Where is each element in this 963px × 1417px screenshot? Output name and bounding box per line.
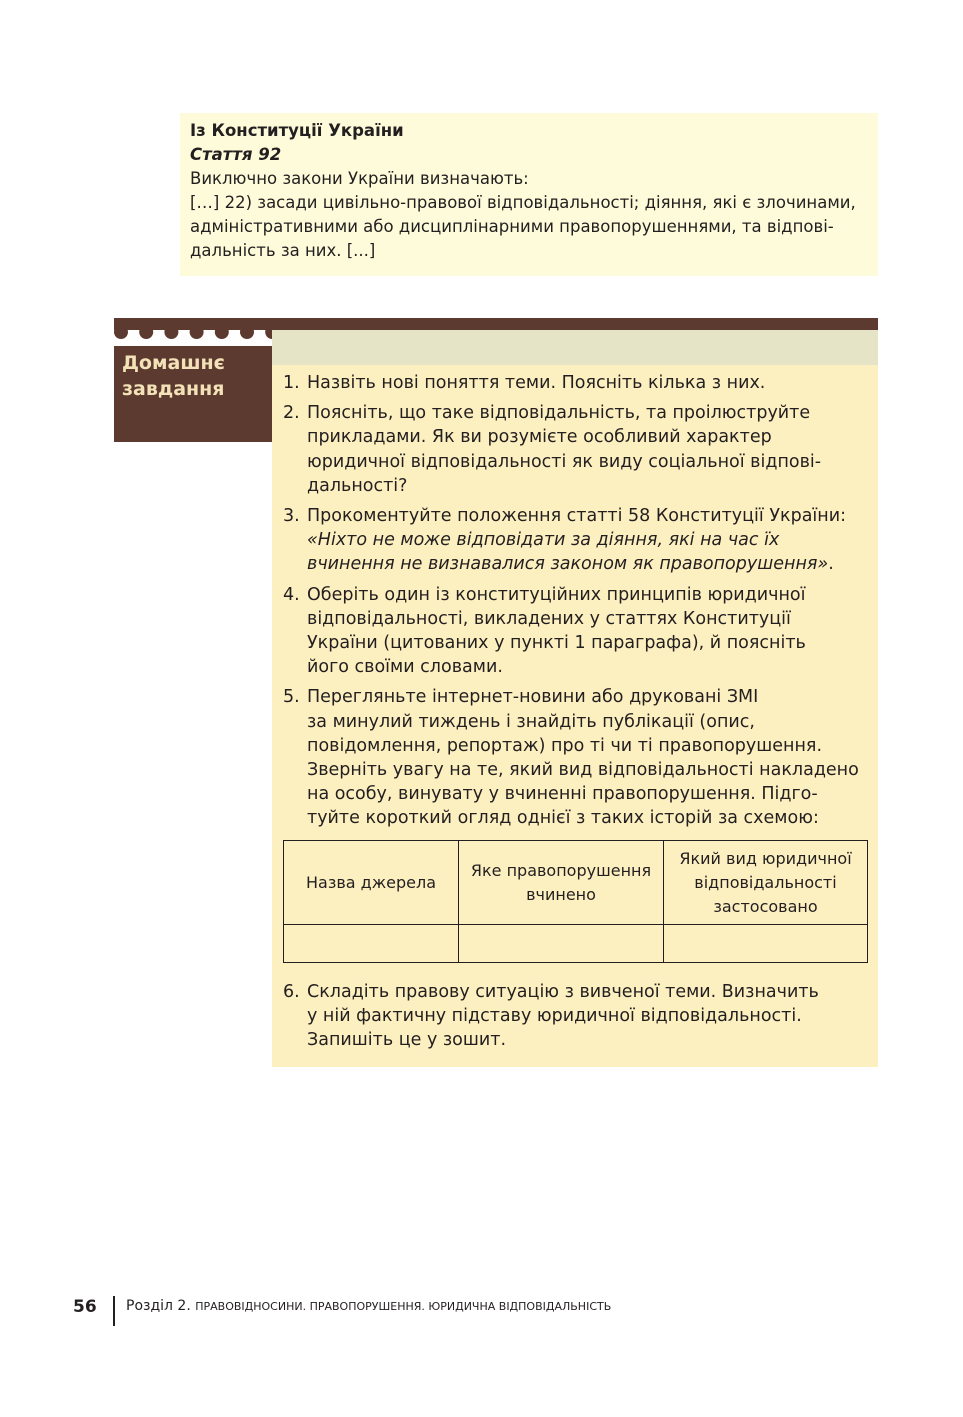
- table-cell[interactable]: [459, 925, 664, 963]
- task-5: [283, 685, 873, 830]
- constitution-quote-box: [180, 113, 878, 276]
- task-text: на особу, винувату у вчиненні правопорушення. Підго-: [307, 784, 818, 805]
- task-number: 3.: [283, 506, 300, 527]
- section-title: ПРАВОВІДНОСИНИ. ПРАВОПОРУШЕННЯ. ЮРИДИЧНА ВІДПОВІДАЛЬНІСТЬ: [195, 1300, 612, 1313]
- homework-label-line: Домашнє: [122, 352, 225, 374]
- task-text: повідомлення, репортаж) про ті чи ті правопорушення.: [307, 735, 823, 756]
- task-text: .: [828, 554, 834, 575]
- table-header-cell: Яке правопорушення вчинено: [459, 841, 664, 925]
- scallop-dot: [139, 325, 153, 339]
- task-4: [283, 583, 873, 680]
- task-text: Оберіть один із конституційних принципів юридичної: [307, 584, 806, 605]
- scallop-dot: [215, 325, 229, 339]
- footer-divider: [113, 1296, 115, 1326]
- task-text: Складіть правову ситуацію з вивченої теми. Визначить: [307, 982, 819, 1002]
- task-text: за минулий тиждень і знайдіть публікації (опис,: [307, 711, 755, 732]
- table-cell[interactable]: [284, 925, 459, 963]
- task-quote: вчинення не визнавалися законом як правопорушення»: [307, 554, 829, 575]
- task-text: України (цитованих у пункті 1 параграфа), й поясніть: [307, 633, 806, 654]
- task-text: у ній фактичну підставу юридичної відповідальності.: [307, 1006, 802, 1027]
- analysis-table: [283, 840, 868, 963]
- scallop-dot: [240, 325, 254, 339]
- section-label: Розділ 2.: [126, 1298, 191, 1314]
- task-number: 4.: [283, 584, 300, 605]
- quote-line: дальність за них. [...]: [190, 241, 376, 260]
- quote-line: […] 22) засади цивільно-правової відповідальності; діяння, які є злочинами,: [190, 193, 856, 212]
- table-row: [284, 925, 868, 963]
- scallop-dot: [190, 325, 204, 339]
- quote-line: адміністративними або дисциплінарними правопорушеннями, та відпові-: [190, 217, 834, 236]
- scallop-dot: [114, 325, 128, 339]
- table-header-cell: Який вид юридичної відповідальності застосовано: [664, 841, 868, 925]
- task-quote: «Ніхто не може відповідати за діяння, які на час їх: [307, 530, 780, 551]
- task-text: Запишіть це у зошит.: [307, 1030, 507, 1051]
- quote-title: Із Конституції України: [190, 121, 404, 140]
- task-text: Поясніть, що таке відповідальність, та проілюструйте: [307, 403, 811, 424]
- task-number: 6.: [283, 982, 300, 1002]
- quote-line: Виключно закони України визначають:: [190, 169, 529, 188]
- task-text: відповідальності, викладених у статтях Конституції: [307, 608, 791, 629]
- task-text: Прокоментуйте положення статті 58 Конституції України:: [307, 506, 846, 527]
- table-header-row: [284, 841, 868, 925]
- task-2: [283, 401, 873, 498]
- task-number: 2.: [283, 403, 300, 424]
- task-1: [283, 371, 873, 395]
- task-3: [283, 504, 873, 577]
- task-text: юридичної відповідальності як виду соціальної відпові-: [307, 451, 822, 472]
- task-text: його своїми словами.: [307, 657, 503, 678]
- task-text: дальності?: [307, 475, 408, 496]
- homework-task-list-end: [283, 980, 873, 1059]
- task-text: Назвіть нові поняття теми. Поясніть кілька з них.: [307, 373, 766, 393]
- quote-article: Стаття 92: [190, 145, 282, 164]
- task-number: 5.: [283, 687, 300, 708]
- task-text: туйте короткий огляд однієї з таких історій за схемою:: [307, 808, 819, 829]
- page-number: 56: [73, 1297, 97, 1317]
- homework-header-strip: [272, 330, 878, 365]
- task-text: Перегляньте інтернет-новини або друковані ЗМІ: [307, 687, 759, 708]
- table-header-cell: Назва джерела: [284, 841, 459, 925]
- task-text: Зверніть увагу на те, який вид відповідальності накладено: [307, 760, 859, 781]
- homework-task-list: [283, 371, 873, 837]
- homework-label-line: завдання: [122, 378, 225, 400]
- task-6: [283, 980, 873, 1053]
- table-cell[interactable]: [664, 925, 868, 963]
- task-text: прикладами. Як ви розумієте особливий характер: [307, 427, 772, 448]
- running-footer: [126, 1298, 611, 1314]
- scallop-dot: [164, 325, 178, 339]
- task-number: 1.: [283, 373, 300, 393]
- homework-label: [114, 346, 272, 442]
